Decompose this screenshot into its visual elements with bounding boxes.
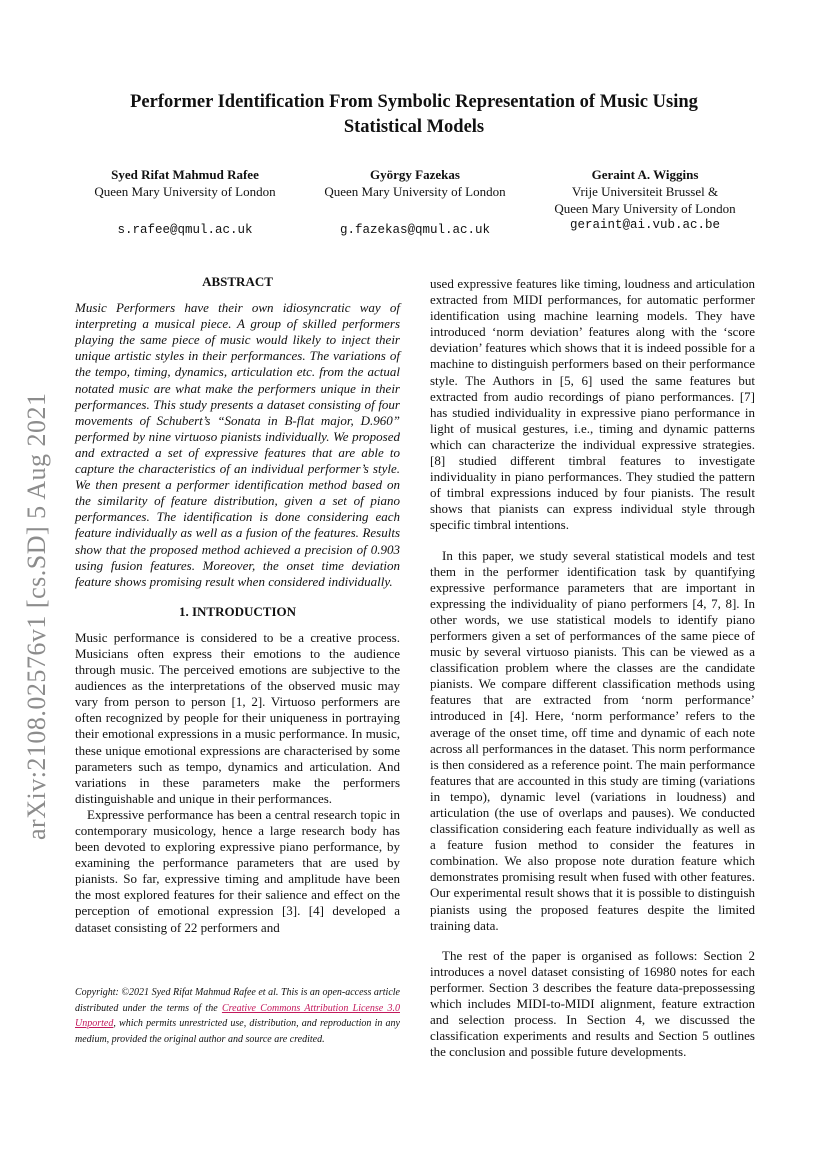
right-column <box>430 276 755 1060</box>
author-affiliation: Vrije Universiteit Brussel & <box>571 184 719 199</box>
arxiv-id: arXiv:2108.02576v1 [cs.SD] 5 Aug 2021 <box>22 392 51 840</box>
author-name: Geraint A. Wiggins <box>591 167 699 182</box>
author-email[interactable]: geraint@ai.vub.ac.be <box>569 218 721 232</box>
intro-paragraph-1: Music performance is considered to be a creative process. Musicians often express their emotions to the audience through music. The perceived emotions are subjective to the audiences as the interpretations of the observed music may vary from person to person [1, 2]. Virtuoso performers are often recognized by people for their uniqueness in portraying their emotional expressions in a music performance. In music, these unique emotional expressions are characterised by some parameters such as tempo, dynamics and articulation. And variations in these parameters make the performers distinguishable and unique in their performances. <box>75 629 400 806</box>
introduction-heading: 1. INTRODUCTION <box>178 603 296 619</box>
author-block <box>310 166 520 239</box>
copyright-prefix: Copyright: ©2021 Syed Rifat Mahmud Rafee et al. This is an open-access article distributed under the terms of the <box>75 987 400 1014</box>
copyright-notice <box>75 985 400 1047</box>
author-affiliation: Queen Mary University of London <box>94 184 276 199</box>
paper-title <box>60 90 768 140</box>
author-email[interactable]: s.rafee@qmul.ac.uk <box>117 223 253 237</box>
intro-paragraph-2-continued: used expressive features like timing, loudness and articulation extracted from MIDI performances, for automatic performer identification using machine learning models. They have introduced ‘norm deviation’ features along with the ‘score deviation’ features which shows that it is indeed possible for a machine to distinguish performers based on their performance style. The Authors in [5, 6] used the same features but extracted from audio recordings of piano performances. [7] has studied individuality in expressive piano performance in light of musical gestures, i.e., timing and dynamic patterns which can characterize the individual expressive strategies. [8] studied different timbral features to investigate individuality in piano performances. They studied the pattern of timbral expressions induced by four pianists. The result shows that pianists can express individual style through specific timbral intentions. <box>430 276 755 533</box>
title-line-2: Statistical Models <box>343 117 485 137</box>
abstract-heading: ABSTRACT <box>202 274 273 289</box>
intro-paragraph-2: Expressive performance has been a central research topic in contemporary musicology, hence a large research body has been devoted to exploring expressive piano performance, by examining the performance parameters that are used by pianists. So far, expressive timing and amplitude have been the most explored features for their salience and effect on the perception of emotional expression [3]. [4] developed a dataset consisting of 22 performers and <box>75 806 400 935</box>
title-line-1: Performer Identification From Symbolic Representation of Music Using <box>130 92 698 112</box>
copyright-suffix: , which permits unrestricted use, distribution, and reproduction in any medium, provided the original author and source are credited. <box>75 1018 400 1045</box>
left-column <box>75 274 400 936</box>
author-email[interactable]: g.fazekas@qmul.ac.uk <box>339 223 491 237</box>
author-affiliation: Queen Mary University of London <box>324 184 506 199</box>
license-link[interactable]: Creative Commons Attribution License 3.0 Unported <box>75 1002 400 1029</box>
abstract-text: Music Performers have their own idiosyncratic way of interpreting a musical piece. A group of skilled performers playing the same piece of music would likely to inject their unique artistic styles in their performances. The variations of the tempo, timing, dynamics, articulation etc. from the actual notated music are what make the performers unique in their performances. This study presents a dataset consisting of four movements of Schubert’s “Sonata in B-flat major, D.960” performed by nine virtuoso pianists individually. We proposed and extracted a set of expressive features that are able to capture the characteristics of an individual performer’s style. We then present a performer identification method based on the similarity of feature distribution, given a set of piano performances. The identification is done considering each feature individually as well as a fusion of the features. Results show that the proposed method achieved a precision of 0.903 using fusion features. Moreover, the onset time deviation feature shows promising result when considered individually. <box>75 300 400 589</box>
arxiv-stamp <box>22 370 52 850</box>
author-block <box>540 166 750 234</box>
author-affiliation-2: Queen Mary University of London <box>554 201 736 216</box>
author-name: Syed Rifat Mahmud Rafee <box>111 167 259 182</box>
intro-paragraph-3: In this paper, we study several statistical models and test them in the performer identification task by quantifying expressive performance parameters that are important in expressing the individuality of piano performers [4, 7, 8]. In other words, we use statistical models to identify piano performers given a set of performances of the same piece of music by several virtuoso pianists. This can be viewed as a classification problem where the classes are the candidate pianists. We compare different classification methods using features that are extracted from ‘norm performance’ introduced in [4]. Here, ‘norm performance’ refers to the average of the onset time, off time and dynamic of each note across all performances in the dataset. This norm performance is then considered as a reference point. The main performance features that are accounted in this study are timing (variations in tempo), dynamic level (variations in loudness) and articulation (the use of overlaps and pauses). We conducted classification considering each feature individually as well as a feature fusion method to consider the features in combination. We also propose note duration feature which demonstrates promising result when fused with other features. Our experimental result shows that it is possible to distinguish pianists using the proposed features despite the limited training data. <box>430 547 755 933</box>
intro-paragraph-4: The rest of the paper is organised as follows: Section 2 introduces a novel dataset consisting of 16980 notes for each performer. Section 3 describes the feature data-prepossessing which includes MIDI-to-MIDI alignment, feature extraction and selection process. In Section 4, we discussed the classification experiments and results and Section 5 outlines the conclusion and possible future developments. <box>430 947 755 1060</box>
author-name: György Fazekas <box>370 167 460 182</box>
author-block <box>80 166 290 239</box>
